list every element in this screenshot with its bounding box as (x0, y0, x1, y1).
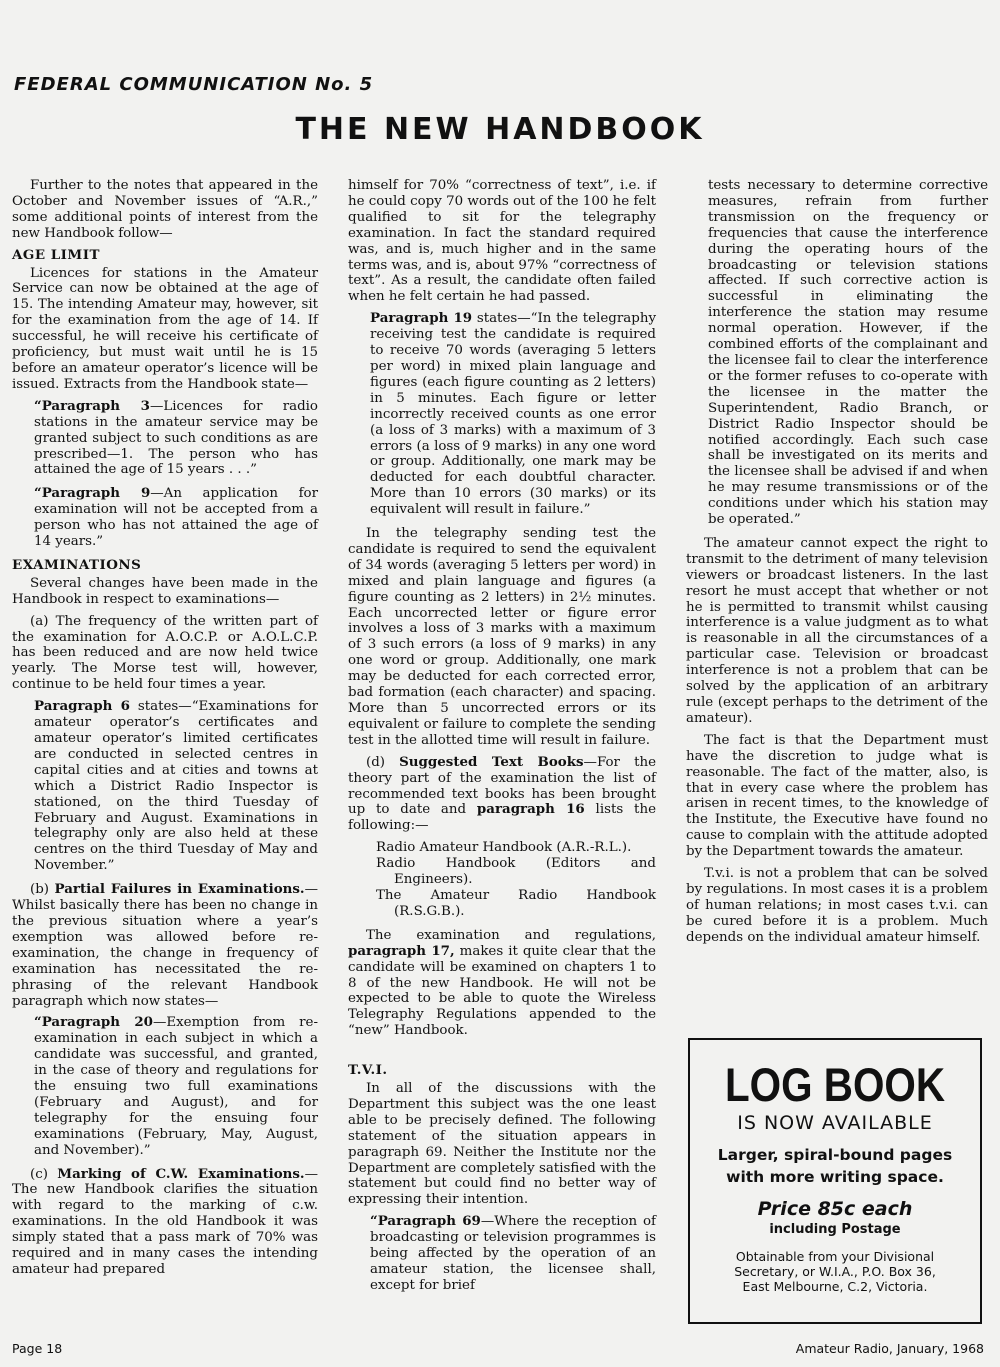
regulations-text: makes it quite clear that the candidate will be examined on chapters 1 to 8 of the new Handbook. He will not be expected to be able to quote the Wireless Telegraphy Regulations appended to the “new” Handbook. (348, 943, 656, 1039)
sending-test-paragraph: In the telegraphy sending test the candidate is required to send the equivalent of 34 words (averaging 5 letters per word) in mixed and plain language and figures (a figure counting as 2 letters) in 2½ minutes. Each uncorrected letter or figure error involves a loss of 3 marks with a maximum of 3 such errors (a loss of 9 marks) in any one word or group. Additionally, one mark may be deducted for each corrected error, bad formation (each character) and spacing. More than 5 uncorrected errors or its equivalent or failure to complete the sending test in the allotted time will result in failure. (348, 526, 656, 748)
column-2 (348, 178, 656, 1297)
examinations-point-c (12, 1167, 318, 1278)
issue-footer: Amateur Radio, January, 1968 (795, 1341, 984, 1356)
ad-contact-line: East Melbourne, C.2, Victoria. (742, 1279, 928, 1294)
point-c-text: —The new Handbook clarifies the situation with regard to the marking of c.w. examinations. In the old Handbook it was simply stated that a pass mark of 70% was required and in many cases the intending amateur had prepared (12, 1166, 318, 1277)
article-title: THE NEW HANDBOOK (295, 112, 705, 147)
age-limit-paragraph: Licences for stations in the Amateur Service can now be obtained at the age of 15. The intending Amateur may, however, sit for the examination from the age of 14. If successful, he will receive his certificate of proficiency, but must wait until he is 15 before an amateur operator’s licence will be issued. Extracts from the Handbook state— (12, 265, 318, 392)
paragraph-19-label: Paragraph 19 (370, 310, 473, 327)
paragraph-69-continuation: tests necessary to determine corrective measures, refrain from further transmission on the frequency or frequencies that cause the interference during the operating hours of the broadcasting or television stations affected. If such corrective action is successful in eliminating the interference the station may resume normal operation. However, if the combined efforts of the complainant and the licensee fail to clear the interference or the former refuses to co-operate with the licensee in the matter the Superintendent, Radio Branch, or District Radio Inspector should be notified accordingly. Each such case shall be investigated on its merits and the licensee shall be advised if and when he may resume transmissions or of the conditions under which his station may be operated.” (708, 178, 988, 528)
paragraph-17-label: paragraph 17, (348, 942, 455, 959)
ad-feature-line: Larger, spiral-bound pages (717, 1146, 953, 1164)
tvi-paragraph: In all of the discussions with the Department this subject was the one least able to be precisely defined. The following statement of the situation appears in paragraph 69. Neither the Institute nor the Department are completely satisfied with the statement but could find no better way of expressing their intention. (348, 1081, 656, 1208)
point-c-label: Marking of C.W. Examinations. (57, 1165, 305, 1182)
point-b-prefix: (b) (30, 882, 55, 898)
paragraph-20-label: “Paragraph 20 (34, 1014, 153, 1031)
examinations-intro: Several changes have been made in the Handbook in respect to examinations— (12, 575, 318, 607)
ad-contact-line: Secretary, or W.I.A., P.O. Box 36, (734, 1264, 936, 1279)
ad-postage: including Postage (769, 1222, 901, 1237)
regulations-pre: The examination and regulations, (366, 927, 656, 943)
regulations-paragraph (348, 928, 656, 1039)
text-book-item: Radio Handbook (Editors and Engineers). (376, 856, 656, 888)
examinations-heading: EXAMINATIONS (12, 556, 142, 573)
point-c-prefix: (c) (30, 1166, 58, 1182)
paragraph-3-quote (34, 399, 318, 479)
paragraph-20-quote (34, 1015, 318, 1158)
intro-paragraph: Further to the notes that appeared in the October and November issues of “A.R.,” some additional points of interest from the new Handbook follow— (12, 178, 318, 241)
ad-contact (708, 1249, 962, 1294)
paragraph-69-label: “Paragraph 69 (370, 1213, 481, 1230)
paragraph-6-quote (34, 699, 318, 874)
paragraph-69-text: —Where the reception of broadcasting or television programmes is being affected by the operation of an amateur station, the licensee shall, except for brief (370, 1214, 657, 1293)
paragraph-6-text: states—“Examinations for amateur operator’s certificates and amateur operator’s limited certificates are conducted in selected centres in capital cities and at cities and towns at which a District Radio Inspector is stationed, on the third Tuesday of February and August. Examinations in telegraphy only are also held at these centres on the third Tuesday of May and November.” (34, 699, 319, 874)
ad-feature-line: with more writing space. (726, 1168, 944, 1186)
paragraph-20-text: —Exemption from re-examination in each subject in which a candidate was successful, and granted, in the case of theory and regulations for the ensuing two full examinations (February and August), and for telegraphy for the ensuing four examinations (February, May, August, and November).” (34, 1015, 319, 1158)
ad-price: Price 85c each (757, 1198, 913, 1220)
text-book-item: The Amateur Radio Handbook (R.S.G.B.). (376, 887, 656, 919)
point-b-label: Partial Failures in Examinations. (54, 881, 305, 898)
ad-title: LOG BOOK (724, 1058, 946, 1111)
point-b-text: —Whilst basically there has been no change in the previous situation where a year’s exemption was allowed before re-examination, the change in frequency of examination has necessitated the re-phrasing of the relevant Handbook paragraph which now states— (12, 882, 318, 1009)
paragraph-69-quote (370, 1214, 656, 1294)
paragraph-16-label: paragraph 16 (476, 801, 585, 818)
point-d-text: —For the theory part of the examination the list of recommended text books has been brought up to date and (348, 754, 656, 818)
department-discretion-paragraph: The fact is that the Department must have the discretion to judge what is reasonable. The fact of the matter, also, is that in every case where the problem has arisen in recent times, to the knowledge of the Institute, the Executive have found no cause to complain with the attitude adopted by the Department towards the amateur. (686, 732, 988, 860)
series-heading: FEDERAL COMMUNICATION No. 5 (14, 74, 374, 95)
ad-contact-line: Obtainable from your Divisional (735, 1249, 935, 1264)
text-book-item: Radio Amateur Handbook (A.R.-R.L.). (376, 840, 632, 856)
examinations-point-b (12, 882, 318, 1009)
paragraph-9-label: “Paragraph 9 (34, 485, 151, 502)
paragraph-3-text: —Licences for radio stations in the amateur service may be granted subject to such conditions as are prescribed—1. The person who has attained the age of 15 years . . .” (34, 398, 318, 478)
column-3 (686, 178, 988, 952)
log-book-advertisement (688, 1038, 982, 1324)
column-1 (12, 178, 318, 1284)
examinations-point-d (348, 755, 656, 835)
column-2-continuation: himself for 70% “correctness of text”, i.e. if he could copy 70 words out of the 100 he felt qualified to sit for the telegraphy examination. In fact the standard required was, and is, much higher and in the same terms was, and is, about 97% “correctness of text”. As a result, the candidate often failed when he felt certain he had passed. (348, 178, 656, 305)
tvi-human-relations-paragraph: T.v.i. is not a problem that can be solved by regulations. In most cases it is a problem of human relations; in most cases t.v.i. can be cured before it is a problem. Much depends on the individual amateur himself. (686, 866, 988, 945)
ad-features (690, 1144, 980, 1188)
paragraph-19-text: states—“In the telegraphy receiving test the candidate is required to receive 70 words (averaging 5 letters per word) in mixed plain language and figures (each figure counting as 2 letters) in 5 minutes. Each figure or letter incorrectly received counts as one error (a loss of 3 marks) with a maximum of 3 errors (a loss of 9 marks) in any one word or group. Additionally, one mark may be deducted for each doubtful character. More than 10 errors (30 marks) or its equivalent will result in failure.” (370, 311, 657, 518)
paragraph-9-text: —An application for examination will not be accepted from a person who has not attained the age of 14 years.” (34, 486, 318, 550)
point-d-tail: lists the following:— (348, 802, 656, 834)
paragraph-3-label: “Paragraph 3 (34, 397, 150, 414)
tvi-heading: T.V.I. (348, 1062, 388, 1079)
page-number: Page 18 (12, 1341, 63, 1356)
right-to-transmit-paragraph: The amateur cannot expect the right to transmit to the detriment of many television viewers or broadcast listeners. In the last resort he must accept that whether or not he is permitted to transmit whilst causing interference is a value judgment as to what is reasonable in all the circumstances of a particular case. Television or broadcast interference is not a problem that can be solved by the application of an arbitrary rule (except perhaps to the detriment of the amateur). (686, 535, 988, 726)
paragraph-19-quote (370, 311, 656, 518)
paragraph-6-label: Paragraph 6 (34, 698, 130, 715)
point-d-prefix: (d) (366, 754, 400, 770)
age-limit-heading: AGE LIMIT (12, 246, 100, 263)
ad-subtitle: IS NOW AVAILABLE (737, 1112, 933, 1134)
paragraph-9-quote (34, 486, 318, 550)
point-d-label: Suggested Text Books (399, 753, 584, 770)
examinations-point-a: (a) The frequency of the written part of the examination for A.O.C.P. or A.O.L.C.P. has been reduced and are now held twice yearly. The Morse test will, however, continue to be held four times a year. (12, 613, 318, 693)
